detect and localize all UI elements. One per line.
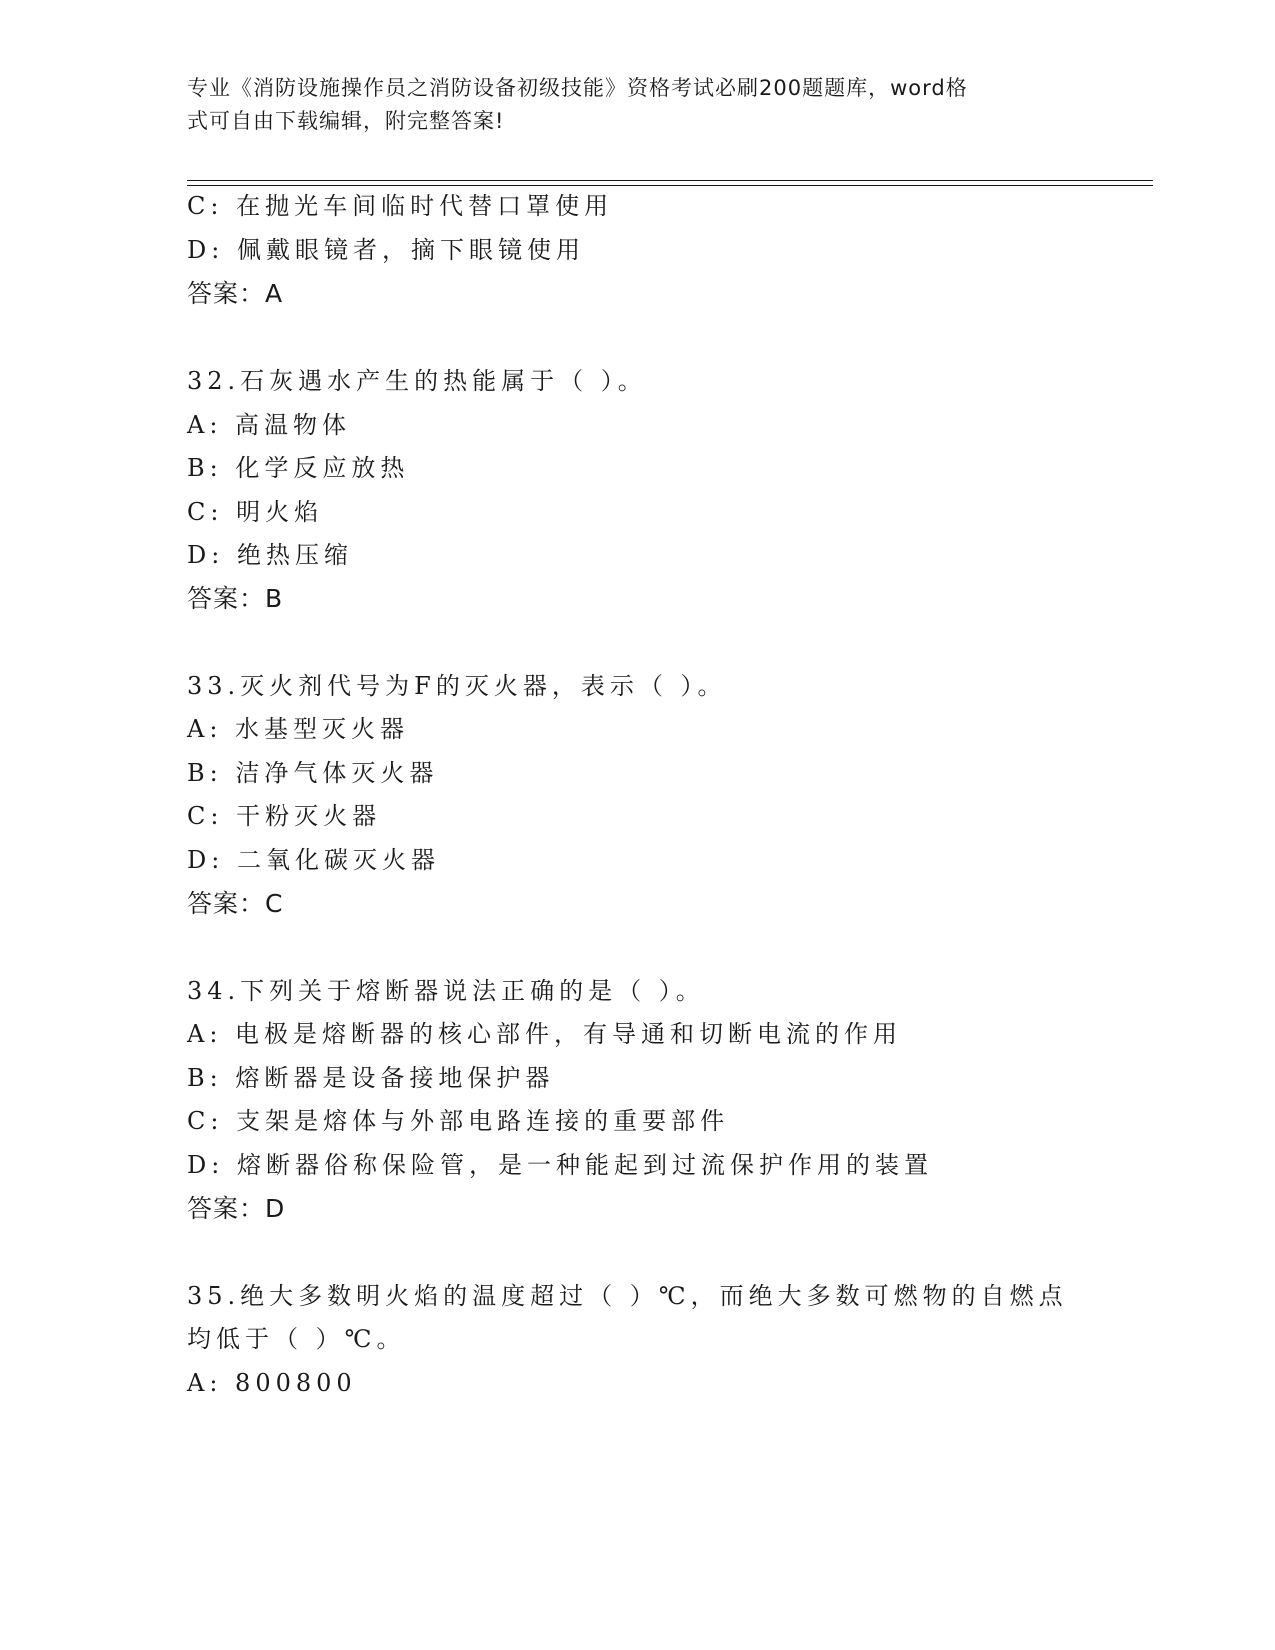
q32-stem: 32.石灰遇水产生的热能属于（ ）。 (187, 367, 647, 395)
q34-option-a: A: 电极是熔断器的核心部件，有导通和切断电流的作用 (187, 1020, 903, 1048)
q34-option-c: C: 支架是熔体与外部电路连接的重要部件 (187, 1107, 730, 1135)
q32-option-b: B: 化学反应放热 (187, 454, 410, 482)
header-line-1: 专业《消防设施操作员之消防设备初级技能》资格考试必刷200题题库，word格 (187, 76, 968, 100)
q32-answer: 答案：B (187, 584, 284, 613)
q33-option-c: C: 干粉灭火器 (187, 802, 382, 830)
q34-option-d: D: 熔断器俗称保险管，是一种能起到过流保护作用的装置 (187, 1151, 933, 1179)
q33-stem: 33.灭火剂代号为F的灭火器，表示（ ）。 (187, 672, 727, 700)
header-divider-bottom (187, 185, 1153, 186)
prev-answer: 答案：A (187, 279, 284, 308)
q32-option-d: D: 绝热压缩 (187, 541, 353, 569)
q33-option-b: B: 洁净气体灭火器 (187, 759, 439, 787)
q32-option-a: A: 高温物体 (187, 411, 352, 439)
q35-stem-line-2: 均低于（ ）℃。 (187, 1325, 406, 1353)
q34-option-b: B: 熔断器是设备接地保护器 (187, 1064, 555, 1092)
header-divider-top (187, 180, 1153, 181)
document-header (187, 72, 1067, 138)
q33-option-d: D: 二氧化碳灭火器 (187, 846, 440, 874)
header-line-2: 式可自由下载编辑，附完整答案! (187, 109, 505, 133)
q34-answer: 答案：D (187, 1194, 286, 1223)
q32-option-c: C: 明火焰 (187, 498, 324, 526)
q35-option-a: A: 800800 (187, 1369, 357, 1397)
prev-option-d: D: 佩戴眼镜者，摘下眼镜使用 (187, 236, 585, 264)
q34-stem: 34.下列关于熔断器说法正确的是（ ）。 (187, 977, 705, 1005)
q33-option-a: A: 水基型灭火器 (187, 715, 410, 743)
q33-answer: 答案：C (187, 889, 284, 918)
q35-stem-line-1: 35.绝大多数明火焰的温度超过（ ）℃，而绝大多数可燃物的自燃点 (187, 1282, 1068, 1310)
prev-option-c: C: 在抛光车间临时代替口罩使用 (187, 192, 614, 220)
